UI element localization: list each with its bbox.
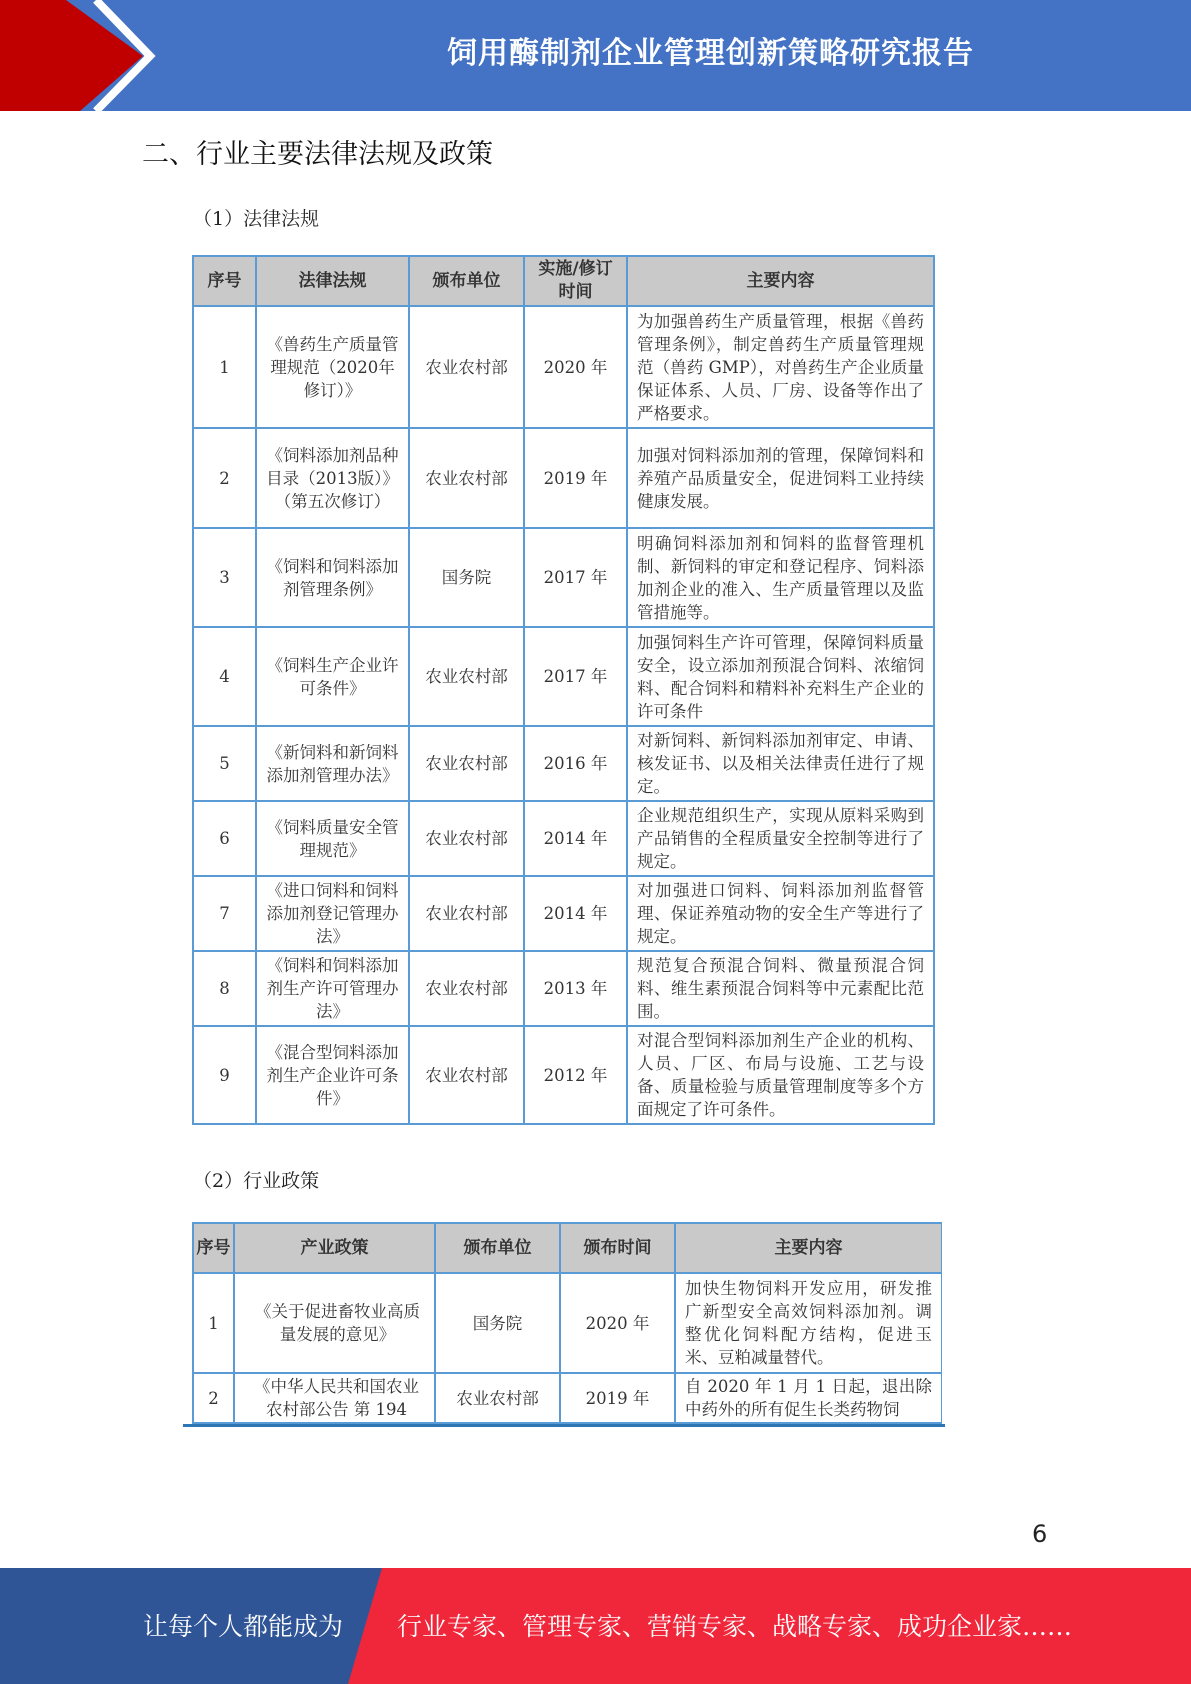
row-issuer: 农业农村部: [409, 876, 524, 951]
row-law-name: 《饲料和饲料添加剂管理条例》: [256, 528, 409, 627]
row-no: 5: [193, 726, 256, 801]
row-date: 2014 年: [524, 801, 627, 876]
col-header-issuer: 颁布单位: [435, 1223, 560, 1273]
row-law-name: 《饲料质量安全管理规范》: [256, 801, 409, 876]
table-bottom-rule: [183, 1424, 945, 1427]
policies-header-row: [193, 1223, 942, 1273]
row-content: 对混合型饲料添加剂生产企业的机构、人员、厂区、布局与设施、工艺与设备、质量检验与质量管理制度等多个方面规定了许可条件。: [627, 1026, 934, 1124]
row-law-name: 《兽药生产质量管理规范（2020年修订）》: [256, 306, 409, 428]
row-date: 2014 年: [524, 876, 627, 951]
row-date: 2019 年: [560, 1373, 675, 1423]
row-issuer: 农业农村部: [409, 801, 524, 876]
row-issuer: 农业农村部: [409, 951, 524, 1026]
row-issuer: 农业农村部: [409, 306, 524, 428]
laws-header-row: [193, 256, 934, 306]
policies-table: [192, 1222, 942, 1424]
row-law-name: 《进口饲料和饲料添加剂登记管理办法》: [256, 876, 409, 951]
row-date: 2013 年: [524, 951, 627, 1026]
row-issuer: 国务院: [435, 1273, 560, 1373]
row-content: 企业规范组织生产，实现从原料采购到产品销售的全程质量安全控制等进行了规定。: [627, 801, 934, 876]
row-issuer: 农业农村部: [409, 428, 524, 528]
table-row: [193, 306, 934, 428]
table-row: [193, 876, 934, 951]
laws-subtitle: （1）法律法规: [193, 208, 320, 230]
footer-banner: [0, 1568, 1191, 1684]
table-row: [193, 1273, 942, 1373]
row-content: 自 2020 年 1 月 1 日起，退出除中药外的所有促生长类药物饲: [675, 1373, 942, 1423]
row-date: 2012 年: [524, 1026, 627, 1124]
row-issuer: 国务院: [409, 528, 524, 627]
row-law-name: 《混合型饲料添加剂生产企业许可条件》: [256, 1026, 409, 1124]
header-banner: [0, 0, 1191, 111]
row-no: 2: [193, 1373, 234, 1423]
row-issuer: 农业农村部: [435, 1373, 560, 1423]
col-header-no: 序号: [193, 256, 256, 306]
footer-slogan-right: 行业专家、管理专家、营销专家、战略专家、成功企业家……: [397, 1612, 1073, 1641]
table-row: [193, 1373, 942, 1423]
row-date: 2020 年: [524, 306, 627, 428]
row-content: 规范复合预混合饲料、微量预混合饲料、维生素预混合饲料等中元素配比范围。: [627, 951, 934, 1026]
col-header-content: 主要内容: [675, 1223, 942, 1273]
row-date: 2019 年: [524, 428, 627, 528]
row-content: 加快生物饲料开发应用，研发推广新型安全高效饲料添加剂。调整优化饲料配方结构，促进玉米、豆粕减量替代。: [675, 1273, 942, 1373]
row-issuer: 农业农村部: [409, 726, 524, 801]
row-policy-name: 《中华人民共和国农业农村部公告 第 194: [234, 1373, 435, 1423]
row-no: 1: [193, 306, 256, 428]
table-row: [193, 726, 934, 801]
policies-table-clip: [192, 1222, 942, 1425]
row-law-name: 《新饲料和新饲料添加剂管理办法》: [256, 726, 409, 801]
row-no: 3: [193, 528, 256, 627]
row-date: 2017 年: [524, 528, 627, 627]
laws-table: [192, 255, 935, 1125]
report-title: 饲用酶制剂企业管理创新策略研究报告: [447, 36, 974, 71]
page-number: 6: [1032, 1520, 1048, 1548]
row-law-name: 《饲料生产企业许可条件》: [256, 627, 409, 726]
footer-slogan-left: 让每个人都能成为: [143, 1612, 344, 1641]
row-date: 2016 年: [524, 726, 627, 801]
row-no: 8: [193, 951, 256, 1026]
row-law-name: 《饲料添加剂品种目录（2013版）》（第五次修订）: [256, 428, 409, 528]
row-date: 2020 年: [560, 1273, 675, 1373]
table-row: [193, 528, 934, 627]
row-issuer: 农业农村部: [409, 627, 524, 726]
col-header-date: 颁布时间: [560, 1223, 675, 1273]
col-header-no: 序号: [193, 1223, 234, 1273]
row-content: 明确饲料添加剂和饲料的监督管理机制、新饲料的审定和登记程序、饲料添加剂企业的准入、生产质量管理以及监管措施等。: [627, 528, 934, 627]
col-header-date: 实施/修订时间: [524, 256, 627, 306]
row-no: 9: [193, 1026, 256, 1124]
row-content: 对新饲料、新饲料添加剂审定、申请、核发证书、以及相关法律责任进行了规定。: [627, 726, 934, 801]
col-header-policy: 产业政策: [234, 1223, 435, 1273]
table-row: [193, 801, 934, 876]
row-content: 对加强进口饲料、饲料添加剂监督管理、保证养殖动物的安全生产等进行了规定。: [627, 876, 934, 951]
table-row: [193, 627, 934, 726]
row-policy-name: 《关于促进畜牧业高质量发展的意见》: [234, 1273, 435, 1373]
col-header-issuer: 颁布单位: [409, 256, 524, 306]
row-content: 为加强兽药生产质量管理，根据《兽药管理条例》，制定兽药生产质量管理规范（兽药 GMP），对兽药生产企业质量保证体系、人员、厂房、设备等作出了严格要求。: [627, 306, 934, 428]
policies-subtitle: （2）行业政策: [193, 1170, 320, 1192]
table-row: [193, 1026, 934, 1124]
row-law-name: 《饲料和饲料添加剂生产许可管理办法》: [256, 951, 409, 1026]
row-no: 2: [193, 428, 256, 528]
row-content: 加强饲料生产许可管理，保障饲料质量安全，设立添加剂预混合饲料、浓缩饲料、配合饲料和精料补充料生产企业的许可条件: [627, 627, 934, 726]
row-content: 加强对饲料添加剂的管理，保障饲料和养殖产品质量安全，促进饲料工业持续健康发展。: [627, 428, 934, 528]
col-header-law: 法律法规: [256, 256, 409, 306]
row-issuer: 农业农村部: [409, 1026, 524, 1124]
row-no: 1: [193, 1273, 234, 1373]
row-no: 4: [193, 627, 256, 726]
row-no: 6: [193, 801, 256, 876]
row-date: 2017 年: [524, 627, 627, 726]
table-row: [193, 951, 934, 1026]
row-no: 7: [193, 876, 256, 951]
col-header-content: 主要内容: [627, 256, 934, 306]
section-title: 二、行业主要法律法规及政策: [142, 139, 493, 170]
red-arrow-decoration: [0, 0, 160, 111]
table-row: [193, 428, 934, 528]
